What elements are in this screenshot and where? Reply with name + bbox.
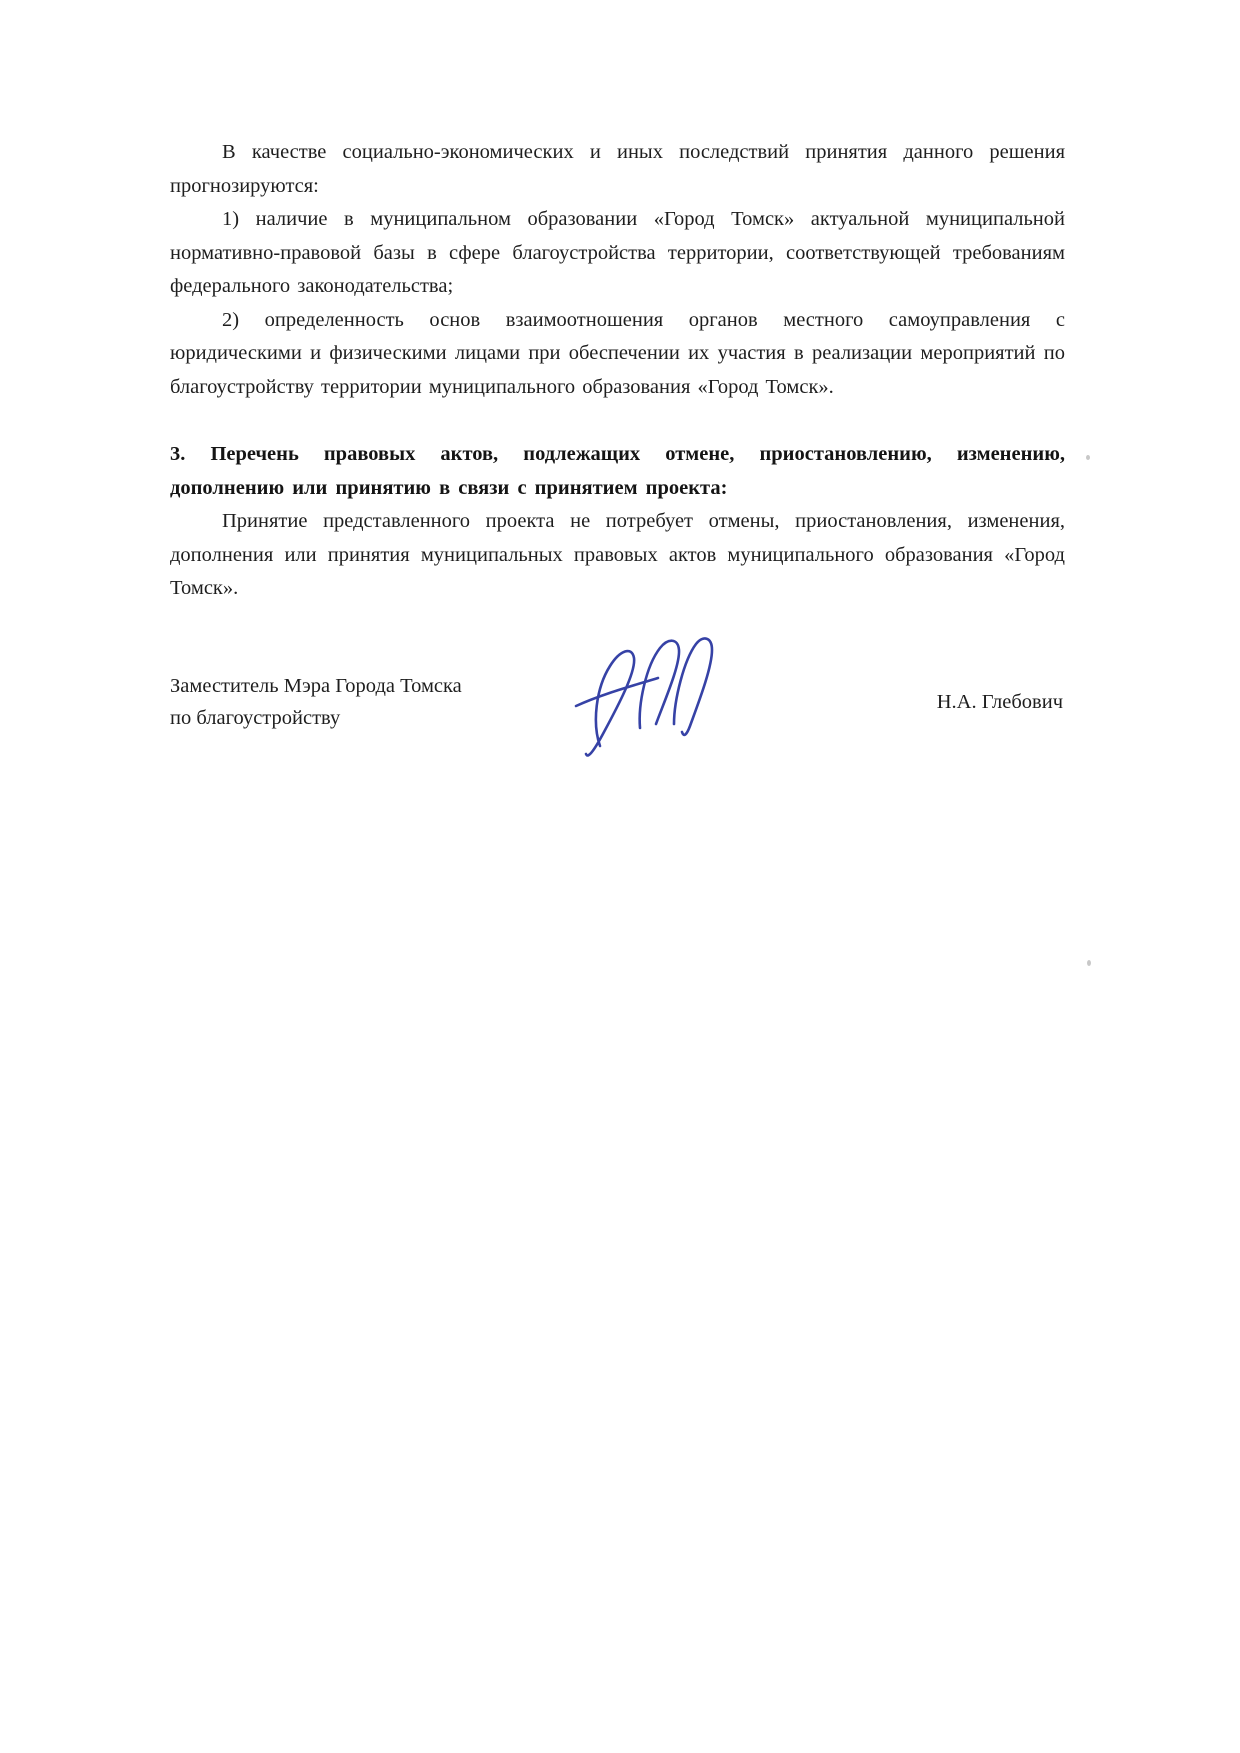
- paragraph-item-2: 2) определенность основ взаимоотношения органов местного самоуправления с юридическими и физическими лицами при обеспечении их участия в реализации мероприятий по благоустройству территории муниципального образования «Город Томск».: [170, 308, 1065, 398]
- signatory-position-line2: по благоустройству: [170, 706, 341, 729]
- scan-speckle: [1086, 455, 1090, 460]
- paragraph-consequences-intro: В качестве социально-экономических и иных последствий принятия данного решения прогнозируются:: [170, 141, 1065, 197]
- signatory-position-line1: Заместитель Мэра Города Томска: [170, 674, 462, 697]
- signatory-name: Н.А. Глебович: [936, 690, 1063, 713]
- signature-ink-svg: [562, 628, 742, 768]
- signature-block: [170, 670, 1065, 734]
- handwritten-signature: [562, 628, 742, 768]
- signatory-position: [170, 670, 462, 734]
- section-3-heading: 3. Перечень правовых актов, подлежащих отмене, приостановлению, изменению, дополнению или принятию в связи с принятием проекта:: [170, 443, 1065, 499]
- scan-speckle: [1087, 960, 1091, 966]
- paragraph-item-1: 1) наличие в муниципальном образовании «Город Томск» актуальной муниципальной нормативно-правовой базы в сфере благоустройства территории, соответствующей требованиям федерального законодательства;: [170, 208, 1065, 297]
- document-body: [170, 136, 1065, 734]
- section-3-body: Принятие представленного проекта не потребует отмены, приостановления, изменения, дополнения или принятия муниципальных правовых актов муниципального образования «Город Томск».: [170, 510, 1065, 599]
